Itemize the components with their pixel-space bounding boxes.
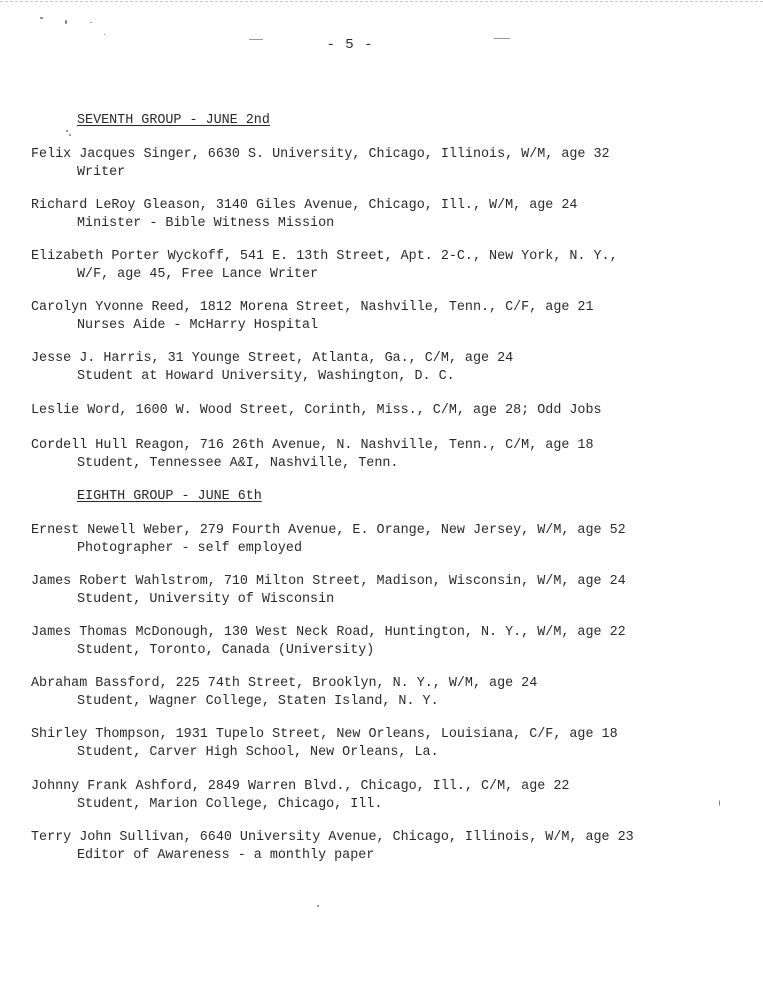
entry-line: Abraham Bassford, 225 74th Street, Brooklyn, N. Y., W/M, age 24 — [31, 676, 538, 691]
entry-line: Terry John Sullivan, 6640 University Avenue, Chicago, Illinois, W/M, age 23 — [31, 830, 634, 845]
entry-detail: Photographer - self employed — [77, 540, 302, 556]
list-item — [31, 299, 751, 334]
entry-line: Ernest Newell Weber, 279 Fourth Avenue, E. Orange, New Jersey, W/M, age 52 — [31, 523, 626, 538]
scan-speck — [40, 17, 43, 19]
list-item — [31, 437, 751, 472]
entry-detail: Student, Tennessee A&I, Nashville, Tenn. — [77, 455, 399, 471]
entry-detail: Student, University of Wisconsin — [77, 591, 335, 607]
list-item — [31, 573, 751, 608]
group-heading-seventh: SEVENTH GROUP - JUNE 2nd — [77, 113, 270, 128]
entry-detail: W/F, age 45, Free Lance Writer — [77, 266, 319, 282]
entry-line: Shirley Thompson, 1931 Tupelo Street, New Orleans, Louisiana, C/F, age 18 — [31, 727, 618, 742]
entry-detail: Student, Wagner College, Staten Island, N. Y. — [77, 693, 439, 709]
list-item — [31, 675, 751, 710]
list-item — [31, 726, 751, 761]
entry-detail: Student, Toronto, Canada (University) — [77, 642, 375, 658]
scan-speck — [66, 130, 68, 132]
scan-speck — [69, 134, 71, 136]
entry-line: Carolyn Yvonne Reed, 1812 Morena Street, Nashville, Tenn., C/F, age 21 — [31, 300, 594, 315]
list-item — [31, 829, 751, 864]
entry-detail: Minister - Bible Witness Mission — [77, 215, 335, 231]
entry-line: Johnny Frank Ashford, 2849 Warren Blvd., Chicago, Ill., C/M, age 22 — [31, 779, 570, 794]
entry-line: Cordell Hull Reagon, 716 26th Avenue, N. Nashville, Tenn., C/M, age 18 — [31, 438, 594, 453]
entry-line: James Robert Wahlstrom, 710 Milton Street, Madison, Wisconsin, W/M, age 24 — [31, 574, 626, 589]
page-number: - 5 - — [326, 37, 374, 53]
entry-detail: Editor of Awareness - a monthly paper — [77, 847, 375, 863]
perforation-edge — [0, 1, 763, 2]
entry-detail: Student, Marion College, Chicago, Ill. — [77, 796, 383, 812]
scan-speck — [317, 905, 319, 907]
entry-line: Jesse J. Harris, 31 Younge Street, Atlanta, Ga., C/M, age 24 — [31, 351, 514, 366]
list-item — [31, 402, 751, 420]
entry-line: Leslie Word, 1600 W. Wood Street, Corinth, Miss., C/M, age 28; Odd Jobs — [31, 403, 602, 418]
entry-detail: Student, Carver High School, New Orleans, La. — [77, 744, 439, 760]
group-heading-eighth: EIGHTH GROUP - JUNE 6th — [77, 489, 262, 504]
entry-line: Richard LeRoy Gleason, 3140 Giles Avenue, Chicago, Ill., W/M, age 24 — [31, 198, 578, 213]
list-item — [31, 350, 751, 385]
scan-speck — [104, 34, 105, 35]
scan-speck — [65, 20, 67, 24]
entry-detail: Student at Howard University, Washington, D. C. — [77, 368, 455, 384]
entry-line: Felix Jacques Singer, 6630 S. University, Chicago, Illinois, W/M, age 32 — [31, 147, 610, 162]
entry-line: Elizabeth Porter Wyckoff, 541 E. 13th Street, Apt. 2-C., New York, N. Y., — [31, 249, 618, 264]
entry-line: James Thomas McDonough, 130 West Neck Road, Huntington, N. Y., W/M, age 22 — [31, 625, 626, 640]
entry-detail: Writer — [77, 164, 126, 180]
list-item — [31, 248, 751, 283]
list-item — [31, 197, 751, 232]
list-item — [31, 624, 751, 659]
entry-detail: Nurses Aide - McHarry Hospital — [77, 317, 319, 333]
list-item — [31, 146, 751, 181]
list-item — [31, 522, 751, 557]
list-item — [31, 778, 751, 813]
scan-speck — [90, 22, 92, 23]
